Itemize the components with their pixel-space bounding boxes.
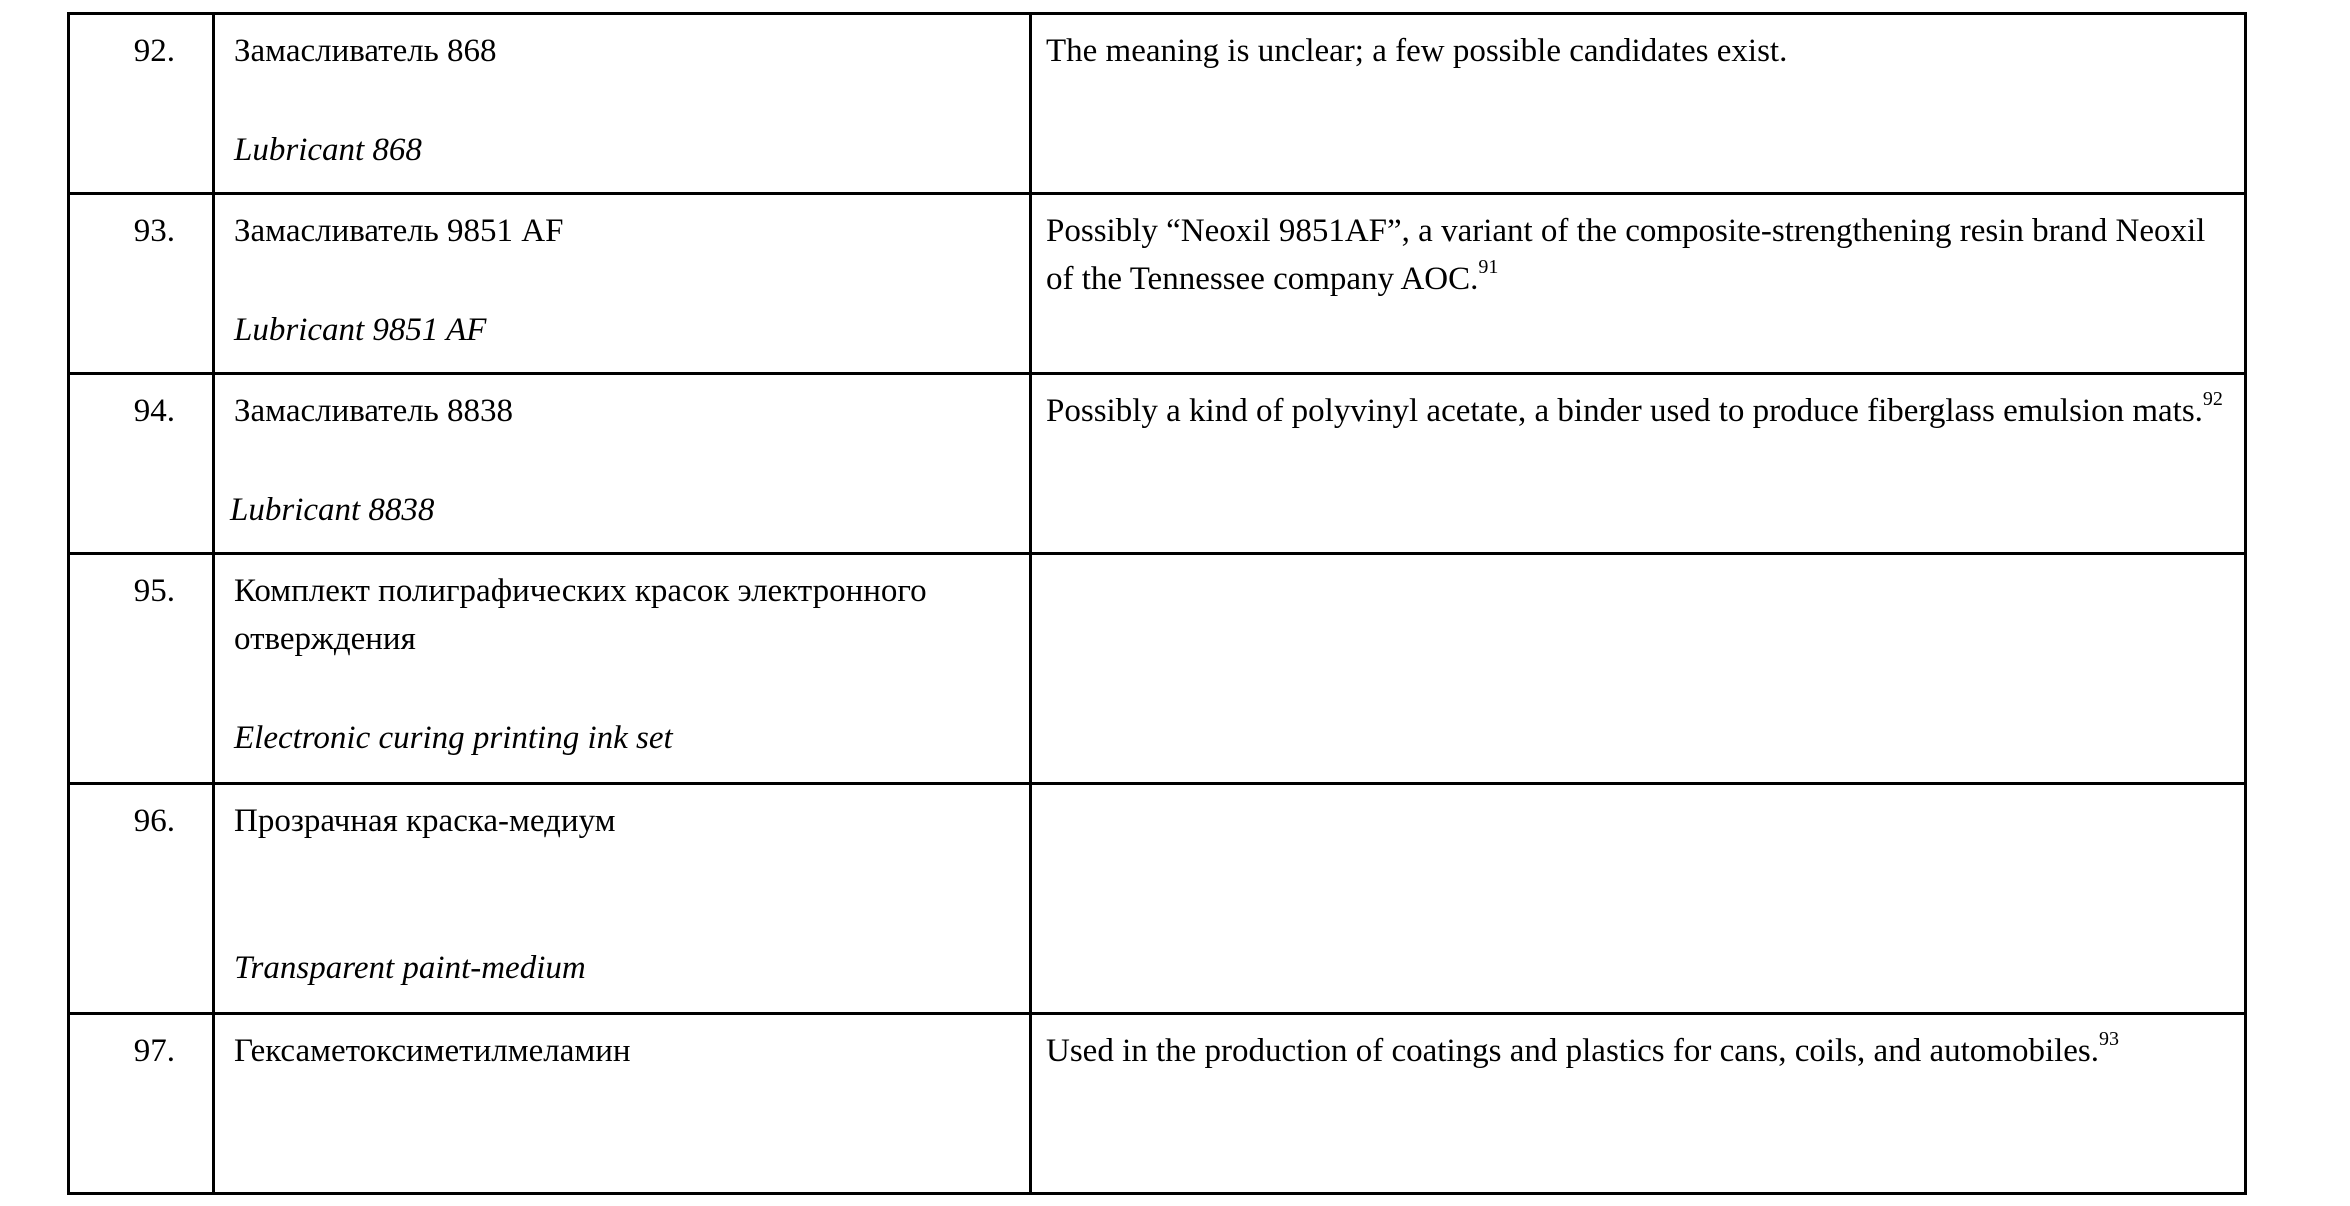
- russian-term: Прозрачная краска-медиум: [234, 803, 616, 839]
- note-cell: [1031, 784, 2246, 1014]
- english-translation: Transparent paint-medium: [234, 950, 586, 986]
- footnote-marker[interactable]: 92: [2202, 388, 2223, 410]
- term-cell: [214, 784, 1031, 1014]
- footnote-marker[interactable]: 91: [1478, 256, 1499, 278]
- row-number: 96.: [69, 784, 214, 1014]
- footnote-marker[interactable]: 93: [2099, 1028, 2120, 1050]
- table-row: [69, 784, 2246, 1014]
- english-translation: Lubricant 9851 AF: [234, 312, 487, 348]
- note-text: Possibly a kind of polyvinyl acetate, a binder used to produce fiberglass emulsion mats.: [1046, 393, 2203, 429]
- russian-term: Замасливатель 8838: [234, 393, 514, 429]
- russian-term: Гексаметоксиметилмеламин: [234, 1033, 631, 1069]
- term-cell: [214, 14, 1031, 194]
- row-number: 92.: [69, 14, 214, 194]
- note-cell: [1031, 374, 2246, 554]
- term-cell: [214, 554, 1031, 784]
- russian-term: Комплект полиграфических красок электронного отверждения: [234, 573, 927, 657]
- table-row: [69, 554, 2246, 784]
- table-row: [69, 14, 2246, 194]
- note-cell: [1031, 14, 2246, 194]
- english-translation: Electronic curing printing ink set: [234, 720, 673, 756]
- note-text: Used in the production of coatings and plastics for cans, coils, and automobiles.: [1046, 1033, 2100, 1069]
- row-number: 94.: [69, 374, 214, 554]
- note-text: Possibly “Neoxil 9851AF”, a variant of the composite-strengthening resin brand Neoxil of the Tennessee company AOC.: [1046, 213, 2206, 297]
- table-row: [69, 194, 2246, 374]
- term-cell: [214, 1014, 1031, 1194]
- row-number: 97.: [69, 1014, 214, 1194]
- english-translation: Lubricant 868: [234, 132, 422, 168]
- row-number: 95.: [69, 554, 214, 784]
- note-cell: [1031, 554, 2246, 784]
- term-cell: [214, 194, 1031, 374]
- table-row: [69, 374, 2246, 554]
- terms-table: [67, 12, 2247, 1195]
- note-cell: [1031, 1014, 2246, 1194]
- russian-term: Замасливатель 868: [234, 33, 497, 69]
- term-cell: [214, 374, 1031, 554]
- russian-term: Замасливатель 9851 AF: [234, 213, 564, 249]
- row-number: 93.: [69, 194, 214, 374]
- note-cell: [1031, 194, 2246, 374]
- note-text: The meaning is unclear; a few possible candidates exist.: [1046, 33, 1788, 69]
- english-translation: Lubricant 8838: [230, 492, 435, 528]
- table-row: [69, 1014, 2246, 1194]
